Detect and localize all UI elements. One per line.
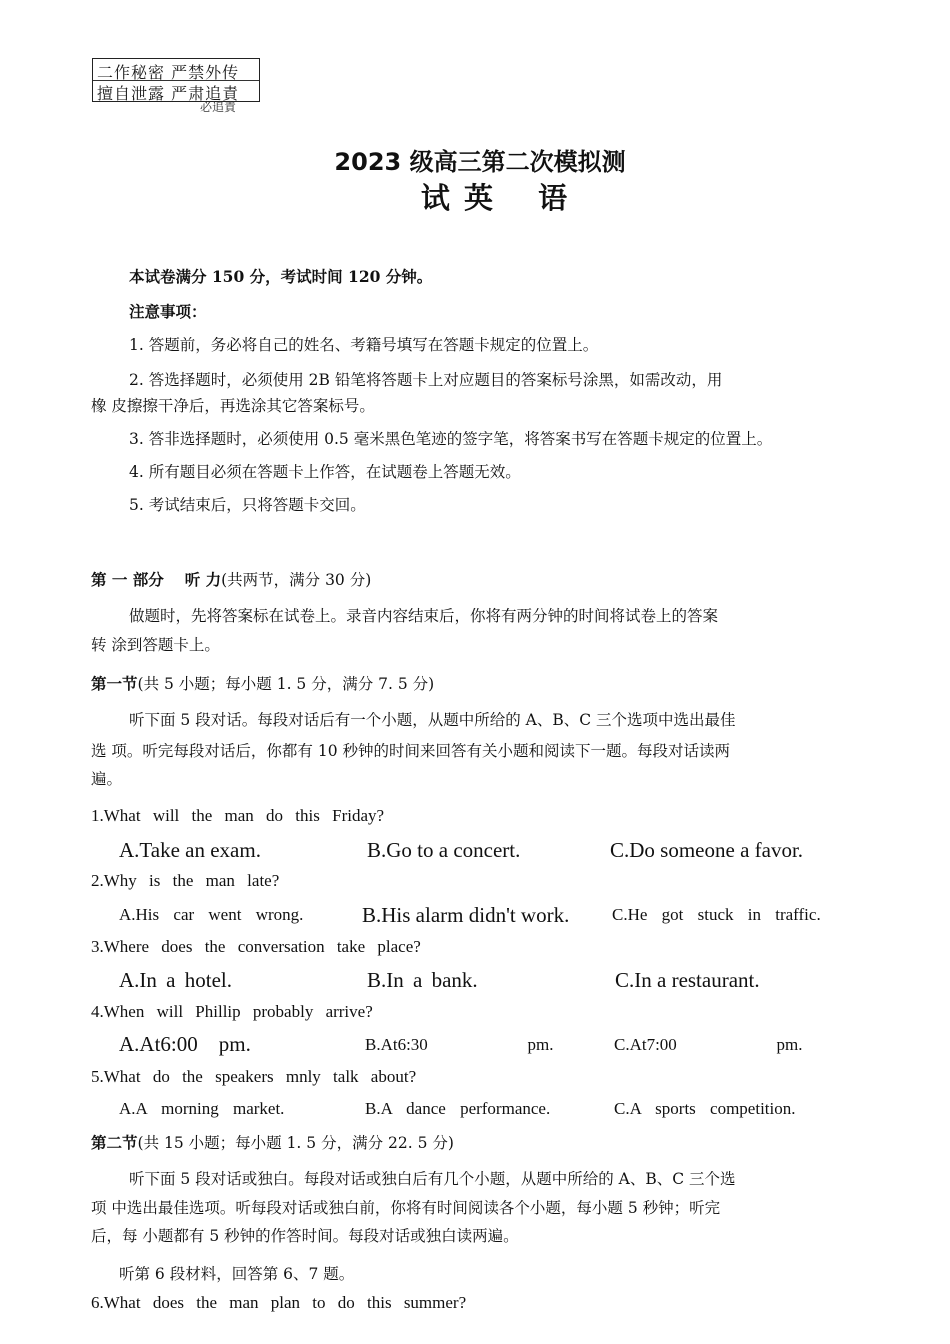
option-a: A.His car went wrong. [119,905,304,924]
part1-instruction-2: 转 涂到答题卡上。 [91,636,220,654]
section1-heading-bold: 第一节 [91,675,138,693]
note-1: 1. 答题前，务必将自己的姓名、考籍号填写在答题卡规定的位置上。 [129,336,599,354]
section1-instruction-3: 遍。 [91,770,123,788]
part1-heading [91,568,371,590]
option-a: A.A morning market. [119,1099,285,1118]
question-stem: 1.What will the man do this Friday? [91,806,385,825]
option-a: A.In a hotel. [119,968,232,992]
section2-heading [91,1131,454,1153]
option-b: B.Go to a concert. [367,838,521,862]
section1-heading-rest: (共 5 小题；每小题 1. 5 分，满分 7. 5 分) [137,675,435,693]
section1-instruction-2: 选 项。听完每段对话后，你都有 10 秒钟的时间来回答有关小题和阅读下一题。每段对话读两 [91,742,731,760]
option-c: C.At7:00 pm. [614,1035,803,1054]
part1-instruction-1: 做题时，先将答案标在试卷上。录音内容结束后，你将有两分钟的时间将试卷上的答案 [129,607,719,625]
option-b: B.His alarm didn't work. [362,903,570,927]
exam-title: 2023 级高三第二次模拟测 [334,148,626,176]
option-a: A.Take an exam. [119,838,261,862]
option-b: B.A dance performance. [365,1099,551,1118]
option-a: A.At6:00 pm. [119,1032,251,1056]
option-b: B.At6:30 pm. [365,1035,554,1054]
question-stem: 6.What does the man plan to do this summer? [91,1293,467,1312]
stamp-line-2: 擅自泄露 严肃追責 [97,84,240,103]
question-stem: 4.When will Phillip probably arrive? [91,1002,373,1021]
question-stem: 3.Where does the conversation take place? [91,937,421,956]
confidential-stamp [92,58,260,102]
option-c: C.He got stuck in traffic. [612,905,821,924]
section1-heading [91,672,434,694]
score-info: 本试卷满分 150 分，考试时间 120 分钟。 [129,267,433,286]
stamp-line-1: 二作秘密 严禁外传 [97,63,240,82]
section2-instruction-1: 听下面 5 段对话或独白。每段对话或独白后有几个小题，从题中所给的 A、B、C 三个选 [129,1170,736,1188]
note-4: 4. 所有题目必须在答题卡上作答，在试题卷上答题无效。 [129,463,521,481]
note-3: 3. 答非选择题时，必须使用 0.5 毫米黑色笔迹的签字笔，将答案书写在答题卡规定的位置上。 [129,430,773,448]
option-c: C.In a restaurant. [615,968,760,992]
note-5: 5. 考试结束后，只将答题卡交回。 [129,496,366,514]
section2-heading-rest: (共 15 小题；每小题 1. 5 分，满分 22. 5 分) [137,1134,454,1152]
section2-heading-bold: 第二节 [91,1134,138,1152]
section2-instruction-3: 后，每 小题都有 5 秒钟的作答时间。每段对话或独白读两遍。 [91,1227,519,1245]
material-6-label: 听第 6 段材料，回答第 6、7 题。 [119,1265,355,1283]
stamp-tail: 必追責 [200,100,237,114]
note-2-cont: 橡 皮擦擦干净后，再选涂其它答案标号。 [91,397,375,415]
part1-heading-bold: 第 一 部分 听 力 [91,571,222,589]
section1-instruction-1: 听下面 5 段对话。每段对话后有一个小题，从题中所给的 A、B、C 三个选项中选出最佳 [129,711,736,729]
question-stem: 2.Why is the man late? [91,871,280,890]
option-c: C.A sports competition. [614,1099,796,1118]
option-b: B.In a bank. [367,968,478,992]
section2-instruction-2: 项 中选出最佳选项。听每段对话或独白前，你将有时间阅读各个小题，每小题 5 秒钟；听完 [91,1199,721,1217]
question-stem: 5.What do the speakers mnly talk about? [91,1067,417,1086]
exam-subject: 试 英 语 [420,181,570,215]
note-2: 2. 答选择题时，必须使用 2B 铅笔将答题卡上对应题目的答案标号涂黑，如需改动，用 [129,371,723,389]
option-c: C.Do someone a favor. [610,838,804,862]
part1-heading-rest: (共两节，满分 30 分) [221,571,372,589]
notes-heading: 注意事项： [129,302,207,321]
